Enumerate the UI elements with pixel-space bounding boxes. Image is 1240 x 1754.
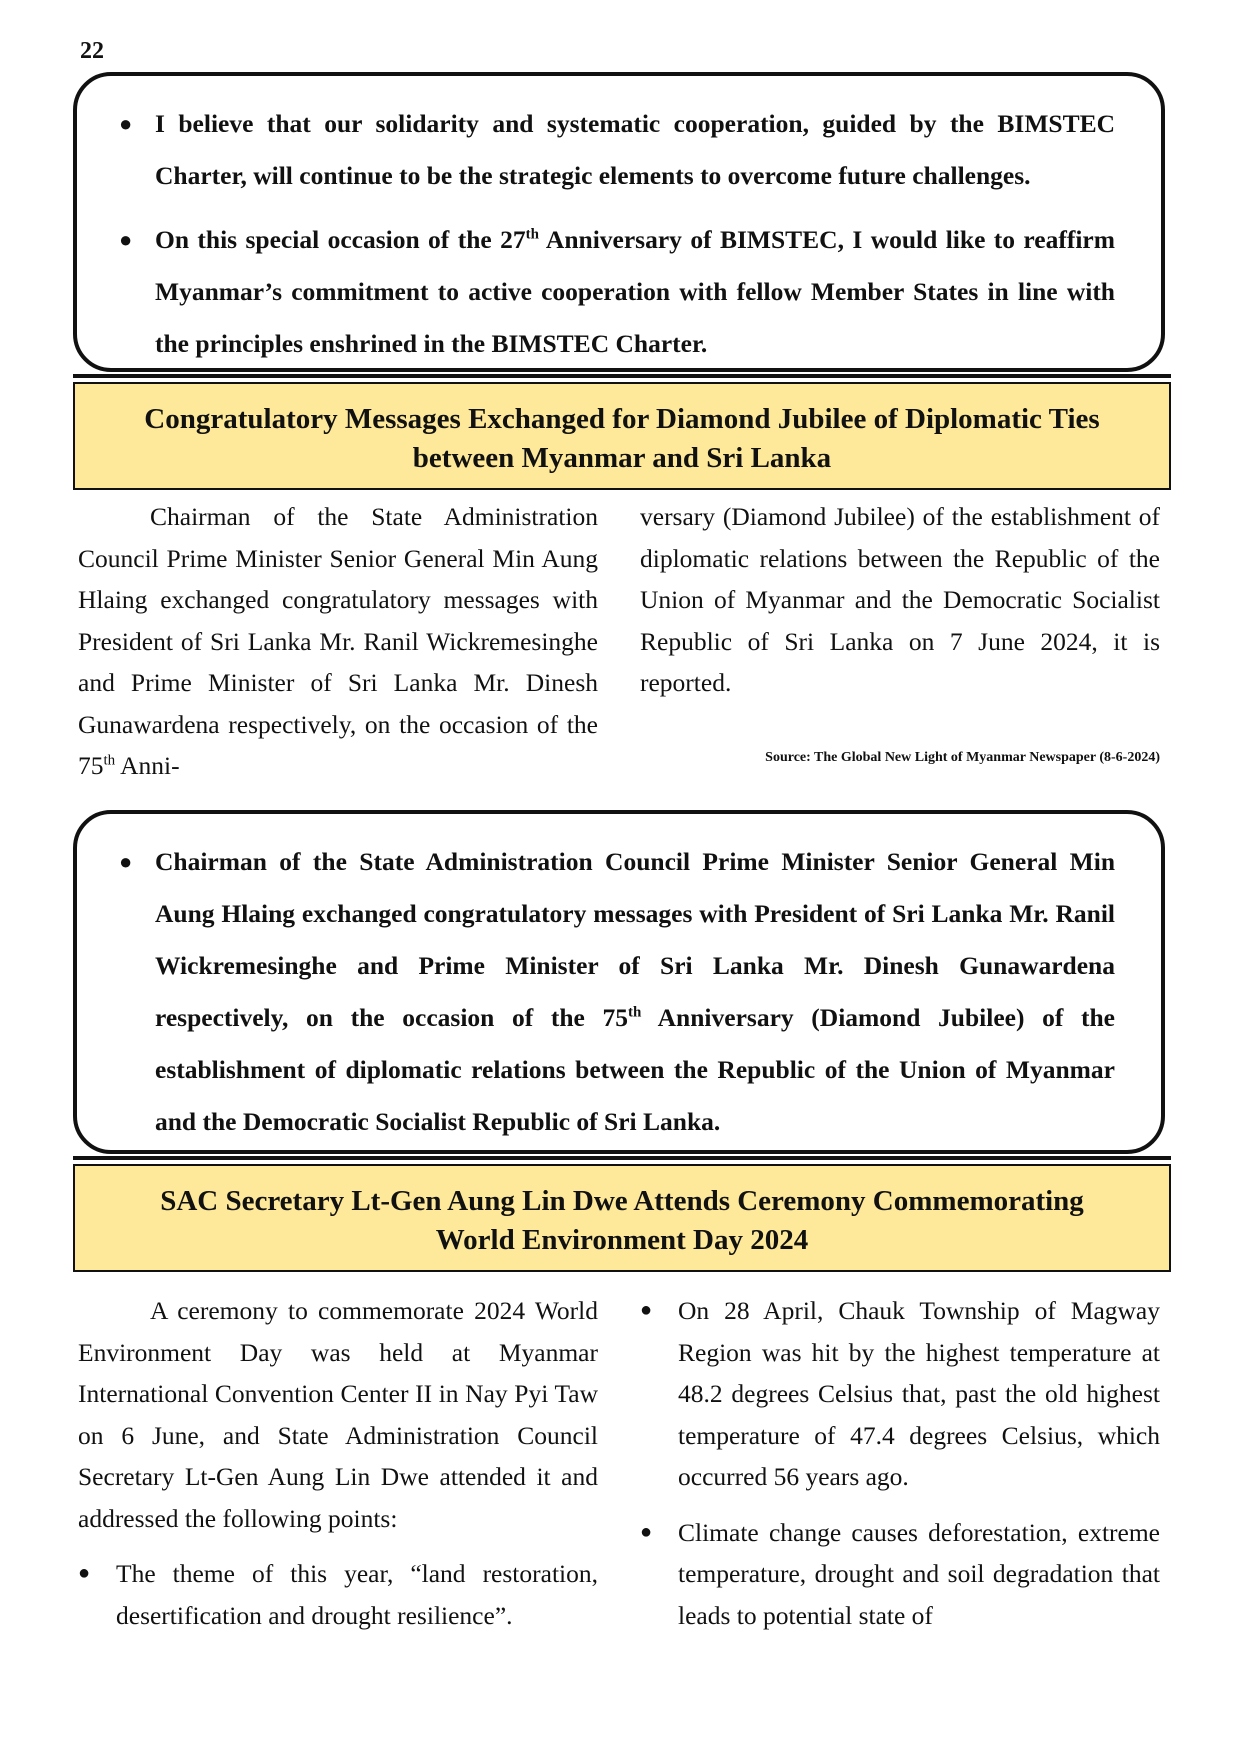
article1-left-column <box>78 496 598 787</box>
list-item-text: On 28 April, Chauk Township of Magway Region was hit by the highest temperature at 48.2 degrees Celsius that, past the old highest temperature of 47.4 degrees Celsius, which occurred 56 years ago. <box>678 1296 1160 1491</box>
article2-left-column <box>78 1290 598 1636</box>
summary-bullet <box>97 836 1115 1148</box>
bimstec-bullet-2-text-a: On this special occasion of the 27 <box>155 225 526 254</box>
article1-right-column <box>640 496 1160 704</box>
article2-right-bullets <box>640 1290 1160 1636</box>
article2-right-column <box>640 1290 1160 1636</box>
article2-intro: A ceremony to commemorate 2024 World Environment Day was held at Myanmar International Convention Center II in Nay Pyi Taw on 6 June, and State Administration Council Secretary Lt-Gen Aung Lin Dwe attended it and addressed the following points: <box>78 1296 598 1533</box>
page-number: 22 <box>80 38 104 64</box>
bimstec-bullet-1 <box>97 98 1115 202</box>
ordinal-suffix: th <box>628 1004 642 1021</box>
bullet-icon: ● <box>119 849 133 874</box>
bullet-icon: ● <box>119 111 133 136</box>
list-item-text: The theme of this year, “land restoration, desertification and drought resilience”. <box>116 1559 598 1630</box>
headline-environment-day-text: SAC Secretary Lt-Gen Aung Lin Dwe Attends Ceremony Commemorating World Environment Day 2024 <box>160 1185 1084 1256</box>
divider-rule <box>73 1156 1171 1160</box>
article1-paragraph-left <box>78 496 598 787</box>
list-item <box>640 1290 1160 1498</box>
article2-left-bullets <box>78 1553 598 1636</box>
list-item-text: Climate change causes deforestation, extreme temperature, drought and soil degradation that leads to potential state of <box>678 1517 1160 1630</box>
bimstec-bullet-1-text: I believe that our solidarity and systematic cooperation, guided by the BIMSTEC Charter, will continue to be the strategic elements to overcome future challenges. <box>155 109 1115 190</box>
bullet-icon: ● <box>78 1562 91 1584</box>
article1-left-text-b: Anni- <box>115 751 180 780</box>
list-item <box>78 1553 598 1636</box>
article1-left-text-a: Chairman of the State Administration Council Prime Minister Senior General Min Aung Hlaing exchanged congratulatory messages with President of Sri Lanka Mr. Ranil Wickremesinghe and Prime Minister of Sri Lanka Mr. Dinesh Gunawardena respectively, on the occasion of the 75 <box>78 502 598 780</box>
source-citation: Source: The Global New Light of Myanmar Newspaper (8-6-2024) <box>765 750 1160 765</box>
ordinal-suffix: th <box>525 226 539 243</box>
bimstec-bullet-list <box>97 98 1115 370</box>
ordinal-suffix: th <box>103 752 116 769</box>
bullet-icon: ● <box>640 1520 653 1543</box>
quote-box-bimstec <box>73 72 1165 372</box>
headline-diamond-jubilee-text: Congratulatory Messages Exchanged for Diamond Jubilee of Diplomatic Ties between Myanmar and Sri Lanka <box>144 403 1100 474</box>
article1-paragraph-right: versary (Diamond Jubilee) of the establishment of diplomatic relations between the Republic of the Union of Myanmar and the Democratic Socialist Republic of Sri Lanka on 7 June 2024, it is reported. <box>640 502 1160 697</box>
headline-diamond-jubilee <box>73 382 1171 490</box>
divider-rule <box>73 374 1171 378</box>
bimstec-bullet-2-text-b: Anniversary of BIMSTEC, I would like to reaffirm Myanmar’s commitment to active cooperation with fellow Member States in line with the principles enshrined in the BIMSTEC Charter. <box>155 225 1115 358</box>
bullet-icon: ● <box>119 227 133 252</box>
summary-box-diamond-jubilee <box>73 810 1165 1154</box>
summary-text-b: Anniversary (Diamond Jubilee) of the establishment of diplomatic relations between the Republic of the Union of Myanmar and the Democratic Socialist Republic of Sri Lanka. <box>155 1003 1115 1136</box>
summary-text-a: Chairman of the State Administration Council Prime Minister Senior General Min Aung Hlaing exchanged congratulatory messages with President of Sri Lanka Mr. Ranil Wickremesinghe and Prime Minister of Sri Lanka Mr. Dinesh Gunawardena respectively, on the occasion of the 75 <box>155 847 1115 1032</box>
list-item <box>640 1512 1160 1637</box>
headline-environment-day <box>73 1164 1171 1272</box>
bimstec-bullet-2 <box>97 214 1115 370</box>
bullet-icon: ● <box>640 1299 653 1321</box>
summary-bullet-list <box>97 836 1115 1148</box>
